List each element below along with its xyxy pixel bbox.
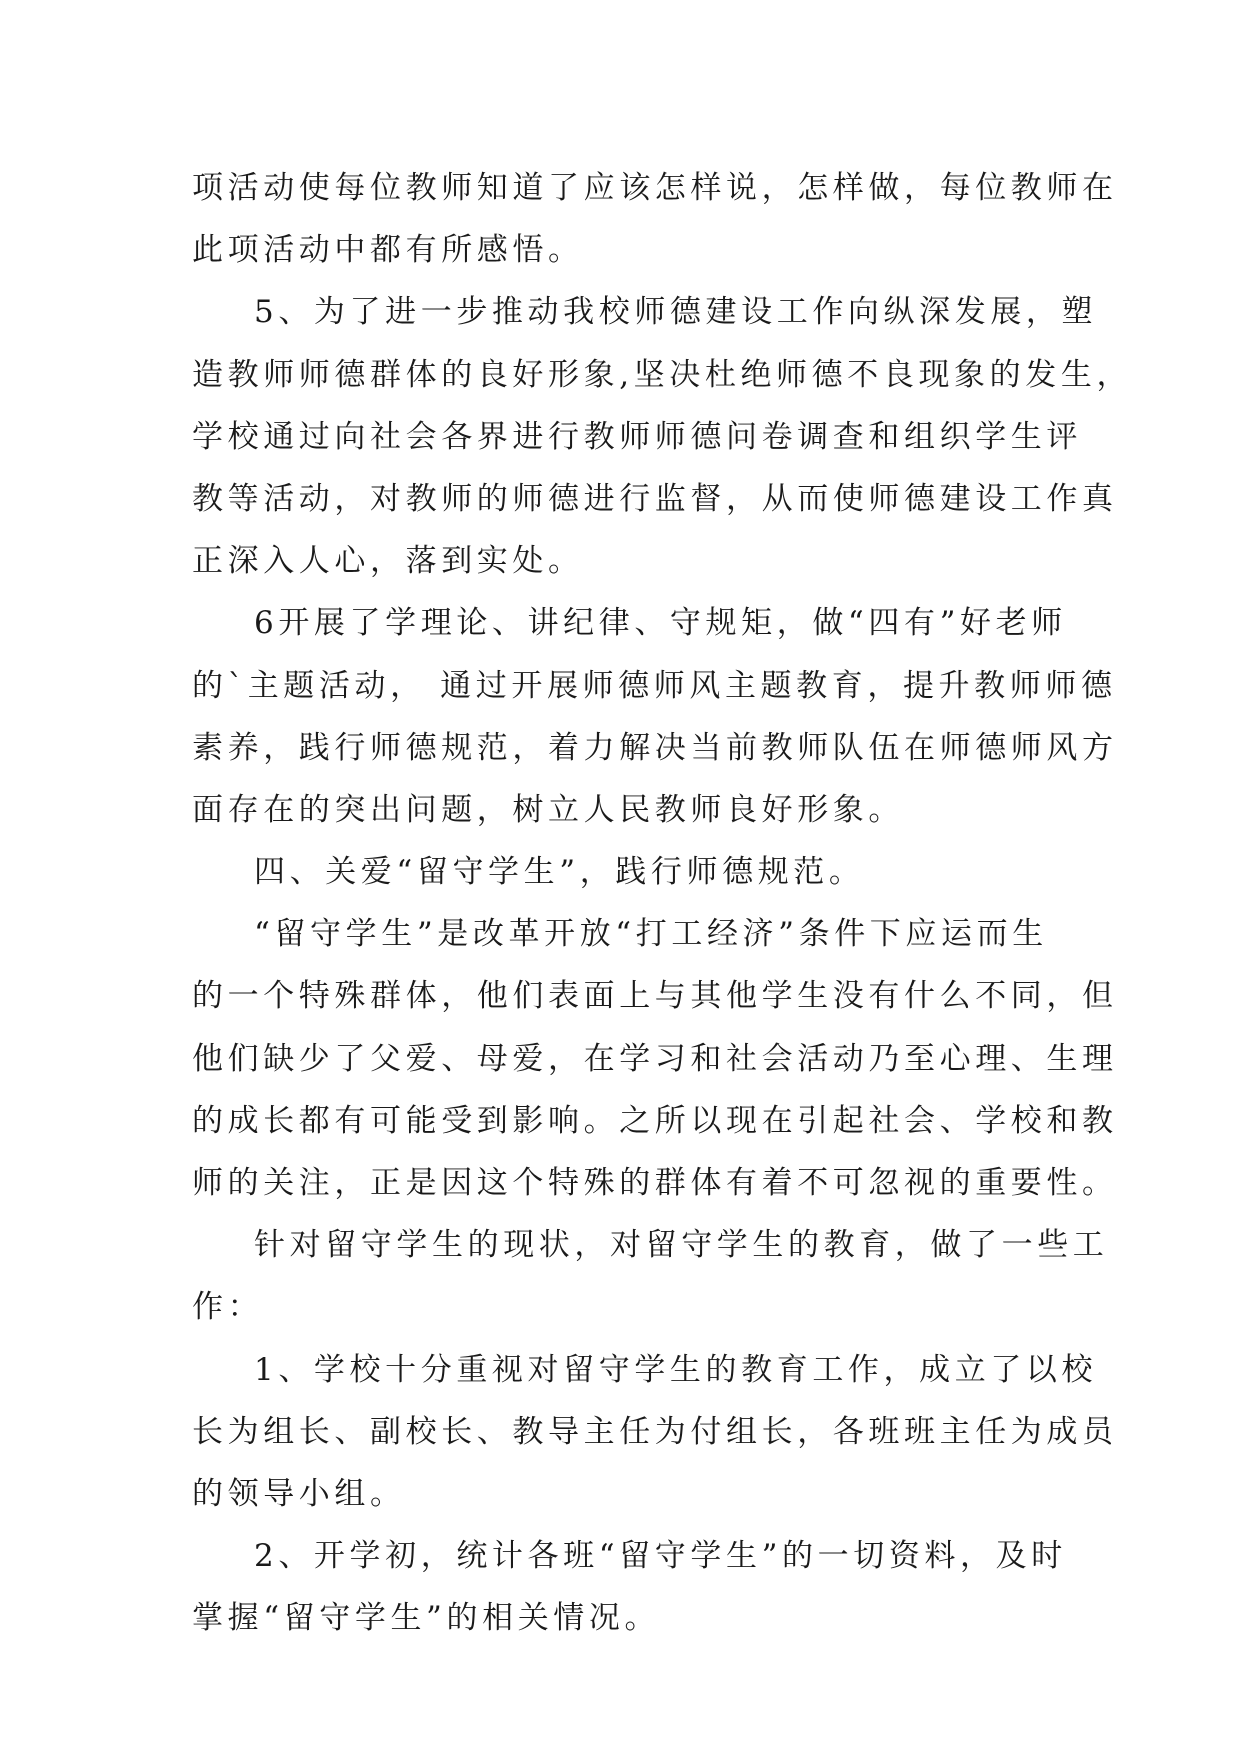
text-line: 学校通过向社会各界进行教师师德问卷调查和组织学生评 — [192, 418, 1082, 455]
text-line: 1、学校十分重视对留守学生的教育工作，成立了以校 — [254, 1351, 1098, 1388]
text-line: “留守学生”是改革开放“打工经济”条件下应运而生 — [254, 916, 1048, 953]
text-line: 他们缺少了父爱、母爱，在学习和社会活动乃至心理、生理 — [192, 1040, 1118, 1077]
text-line: 长为组长、副校长、教导主任为付组长，各班班主任为成员 — [192, 1413, 1118, 1450]
text-line: 素养，践行师德规范，着力解决当前教师队伍在师德师风方 — [192, 729, 1118, 766]
text-line: 面存在的突出问题，树立人民教师良好形象。 — [192, 791, 904, 828]
text-line: 的领导小组。 — [192, 1475, 406, 1512]
text-line: 作： — [192, 1289, 264, 1326]
text-line: 造教师师德群体的良好形象,坚决杜绝师德不良现象的发生， — [192, 356, 1133, 393]
text-line: 项活动使每位教师知道了应该怎样说，怎样做，每位教师在 — [192, 170, 1118, 206]
text-line: 师的关注，正是因这个特殊的群体有着不可忽视的重要性。 — [192, 1165, 1118, 1201]
text-line: 6开展了学理论、讲纪律、守规矩，做“四有”好老师 — [254, 605, 1067, 642]
text-line: 掌握“留守学生”的相关情况。 — [192, 1600, 661, 1637]
section-heading: 四、关爱“留守学生”，践行师德规范。 — [254, 854, 865, 891]
text-line: 此项活动中都有所感悟。 — [192, 232, 584, 269]
text-line: 教等活动，对教师的师德进行监督，从而使师德建设工作真 — [192, 480, 1118, 517]
text-line: 2、开学初，统计各班“留守学生”的一切资料，及时 — [254, 1538, 1067, 1575]
text-line: 正深入人心，落到实处。 — [192, 543, 584, 580]
text-line: 5、为了进一步推动我校师德建设工作向纵深发展，塑 — [254, 294, 1098, 331]
text-line: 针对留守学生的现状，对留守学生的教育，做了一些工 — [254, 1227, 1109, 1264]
text-line: 的成长都有可能受到影响。之所以现在引起社会、学校和教 — [192, 1102, 1118, 1139]
document-body — [192, 157, 1133, 1650]
text-line: 的`主题活动， 通过开展师德师风主题教育，提升教师师德 — [192, 667, 1117, 704]
text-line: 的一个特殊群体，他们表面上与其他学生没有什么不同，但 — [192, 978, 1118, 1015]
